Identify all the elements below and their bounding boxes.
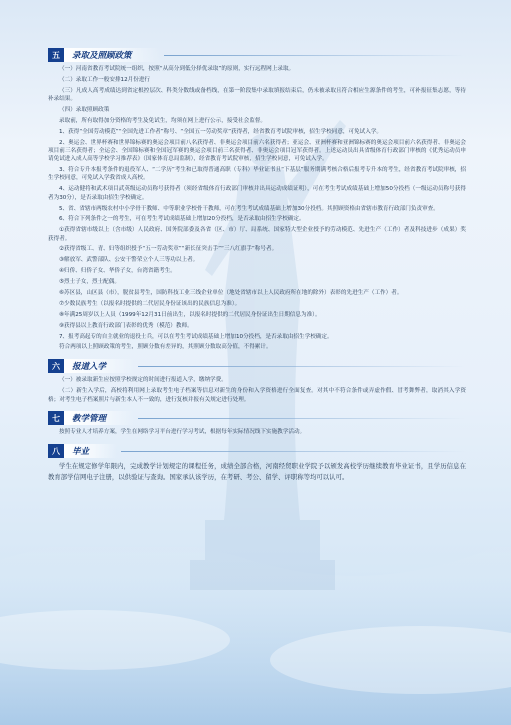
paragraph: （三）凡成人高考成绩达到省定根控层次、科类分数线或备档线，在第一阶段集中录取填报结束后，仍未被录取且符合相应生源条件的考生，可补报征集志愿，等待补录结果。	[48, 87, 466, 103]
section-number: 八	[48, 444, 64, 458]
section-title: 教学管理	[64, 411, 134, 425]
paragraph: ⑦少数民族考生（以报名时提供的二代居民身份证该出的民族信息为准）。	[59, 300, 241, 307]
divider	[164, 55, 466, 56]
paragraph: 5、省、省辖市两级农村中小学骨干教师、中等职业学校骨干教师，可在考生考试成绩基础上增加30分投档。其照顾资格由省辖市教育行政部门负责审查。	[59, 205, 439, 212]
paragraph: ③解放军、武警部队、公安干警荣立个人三等功以上者。	[59, 257, 199, 264]
section-title: 报道入学	[64, 359, 134, 373]
paragraph: （二）录取工作一般安排12月份进行	[59, 76, 151, 83]
paragraph: 2、奥运会、世界杯赛和世界锦标赛的奥运会项目前八名获得者、非奥运会项目前六名获得者；亚运会、亚洲杯赛和亚洲锦标赛的奥运会项目前六名获得者、非奥运会项目前三名获得者；全运会、全国锦标赛和全国冠军赛的奥运会项目前三名获得者、非奥运会项目冠军获得者。上述运动员出具省级体育行政部门审核的《优秀运动员申请免试进入成人高等学校学习推荐表》（国家体育总局监制），经省教育考试院审核，招生学校同意，可免试入学。	[48, 139, 466, 163]
paragraph: 1、获得“全国劳动模范”“全国先进工作者”称号、“全国五一劳动奖章”获得者，经省教育考试院审核，招生学校同意，可免试入学。	[59, 128, 383, 135]
paragraph: 6、符合下列条件之一的考生，可在考生考试成绩基础上增加20分投档，是否录取由招生学校确定。	[59, 216, 305, 223]
divider	[138, 418, 466, 419]
paragraph: （一）河南省教育考试院统一组织，按照“从高分到低分择优录取”的原则，实行远程网上录取。	[59, 66, 295, 72]
section-number: 五	[48, 48, 64, 62]
paragraph: （四）录取照顾政策	[59, 106, 110, 113]
section-number: 七	[48, 411, 64, 425]
paragraph: 符合两项以上照顾政策的考生，照顾分数有差异的，其照顾分数取高分值，不得累计。	[59, 344, 272, 351]
paragraph: ⑨获得县以上教育行政部门表彰的优秀（模范）教师。	[59, 322, 193, 329]
divider	[138, 366, 466, 367]
paragraph: （一）被录取新生应按照学校规定的时间进行报道入学，缴纳学费。	[59, 377, 227, 384]
paragraph: 学生在规定修学年限内，完成教学计划规定的课程任务，成绩全部合格，河南经贸职业学院予以颁发高校学历继续教育毕业证书，且学历信息在教育部学信网电子注册，以供验证与查询。国家承认该学历，在考研、考公、留学、评职称等均可以认可。	[48, 462, 466, 481]
section-number: 六	[48, 359, 64, 373]
paragraph: （二）新生入学后，高校将利用网上录取考生电子档案等信息对新生的身份和入学资格进行全面复查。对其中不符合条件或弄虚作假、冒考舞弊者，取消其入学资格；对考生电子档案照片与新生本人不一致的，进行复核并报有关规定进行处理。	[48, 388, 466, 403]
paragraph: ②获得省级工、青、妇等组织授予“五一劳动奖章”“新长征突击手”“三八红旗手”称号者。	[59, 246, 278, 253]
section-header-6	[48, 359, 466, 373]
divider	[121, 451, 466, 452]
paragraph: 3、符合专升本报考条件的退役军人、“二学历”考生和已取得普通高职（专科）毕业证书且“下基层”服务期满考核合格后报考专升本的考生，经省教育考试院审核，招生学校同意，可免试入学我省成人高校。	[48, 167, 466, 182]
section-header-8	[48, 444, 466, 458]
paragraph: ①获得省辖市级以上（含市级）人民政府、国务院部委及各省（区、市）厅、局系统、国家特大型企业授予的劳动模范、先进生产（工作）者及科技进步（成果）奖获得者。	[48, 227, 466, 242]
paragraph: ⑤烈士子女，烈士配偶。	[59, 279, 120, 286]
paragraph: ⑥苏区县，山区县（市），脱贫县考生，国防科技工业三线企业单位（地处省辖市以上人民政府所在地的除外）表彰的先进生产（工作）者。	[59, 290, 403, 297]
section-title: 录取及照顾政策	[64, 48, 160, 62]
section-header-5	[48, 48, 466, 62]
paragraph: 按照专业人才培养方案，学生在网络学习平台进行学习考试，根据每年实际情况线下实施教学活动。	[59, 429, 306, 436]
paragraph: ④归侨、归侨子女、华侨子女，台湾省籍考生。	[59, 268, 176, 275]
content-column	[48, 48, 466, 485]
paragraph: 7、报考高起专的自主就业的退役士兵，可以在考生考试成绩基础上增加10分投档，是否录取由招生学校确定。	[59, 333, 333, 340]
paragraph: ⑧年满25周岁以上人员（1999年12月31日前出生，以报名时提供的二代居民身份证出生日期信息为准）。	[59, 311, 321, 318]
section-title: 毕业	[64, 444, 117, 458]
paragraph: 录取前，所有取得加分资格的考生及免试生，均须在网上进行公示，接受社会监督。	[59, 117, 266, 124]
section-header-7	[48, 411, 466, 425]
paragraph: 4、运动健将和武术项目武英级运动员称号获得者（须经省级体育行政部门审核并出具运动成绩证明），可在考生考试成绩基础上增加50分投档（一级运动员称号获得者为30分），是否录取由招生学校确定。	[48, 186, 466, 201]
